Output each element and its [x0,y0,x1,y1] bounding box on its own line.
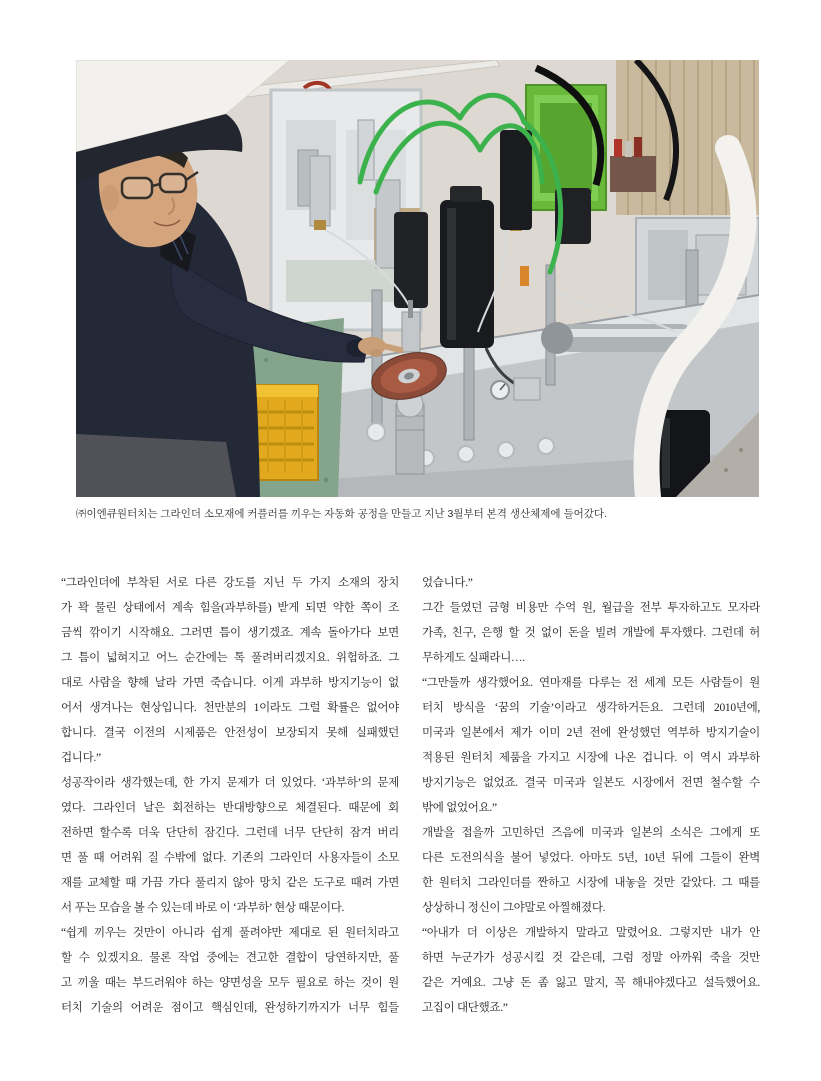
article-line: 성공작이라 생각했는데, 한 가지 문제가 더 있었다. ‘과부하’의 문제 [61,777,399,789]
article-line: 어서 생겨나는 현상입니다. 천만분의 1이라도 그럴 확률은 없어야 [61,702,399,714]
article-line: 고집이 대단했죠.” [422,1002,508,1014]
article-line: 하면 누군가가 성공시킬 것 같은데, 그럼 정말 아까워 죽을 것만 [422,952,760,964]
article-line: 였다. 그라인더 날은 회전하는 반대방향으로 체결된다. 때문에 회 [61,802,399,814]
article-line: 전하면 할수록 더욱 단단히 잠긴다. 그런데 너무 단단히 잠겨 버리 [61,827,399,839]
article-line: 밖에 없었어요.” [422,802,497,814]
article-line: 방지기능은 없었죠. 결국 미국과 일본도 시장에서 전면 철수할 수 [422,777,760,789]
article-line: 무하게도 실패라니…. [422,652,525,664]
article-line: 금씩 깎이기 시작해요. 그러면 틈이 생기겠죠. 계속 돌아가다 보면 [61,627,399,639]
photo-caption: ㈜이엔큐원터치는 그라인더 소모재에 커플러를 끼우는 자동화 공정을 만들고 지난 3월부터 본격 생산체제에 들어갔다. [76,508,607,520]
ear [101,185,119,211]
article-line: 었습니다.” [422,577,473,589]
article-line: 터치 방식을 ‘꿈의 기술’이라고 생각하거든요. 그런데 2010년에, [422,702,760,714]
yellow-crate [252,385,318,480]
article-photo [76,60,759,497]
article-line: 가족, 친구, 은행 할 것 없이 돈을 빌려 개발에 투자했다. 그런데 허 [422,627,760,639]
article-line: “아내가 더 이상은 개발하지 말라고 말렸어요. 그렇지만 내가 안 [422,927,760,939]
article-line: 재를 교체할 때 가끔 가다 풀리지 않아 망치 같은 도구로 때려 가면 [61,877,399,889]
article-line: 그간 들였던 금형 비용만 수억 원, 월급을 전부 투자하고도 모자라 [422,602,760,614]
article-line: 적용된 원터치 제품을 가지고 시장에 나온 겁니다. 이 역시 과부하 [422,752,760,764]
article-line: 서 푸는 모습을 볼 수 있는데 바로 이 ‘과부하’ 현상 때문이다. [61,902,345,914]
article-line: 고 끼울 때는 부드러워야 하는 양면성을 모두 필요로 하는 것이 원 [61,977,399,989]
factory-photo-illustration [76,60,759,497]
article-line: “그라인더에 부착된 서로 다른 강도를 지닌 두 가지 소재의 장치 [61,577,399,589]
article-line: 대로 사람을 향해 날라 가면 죽습니다. 이게 과부하 방지기능이 없 [61,677,399,689]
article-line: 같은 거예요. 그냥 돈 좀 잃고 말지, 꼭 해내야겠다고 설득했어요. [422,977,760,989]
trousers [76,434,236,497]
article-line: 겁니다.” [61,752,101,764]
pressure-gauge [491,378,540,400]
article-line: “쉽게 끼우는 것만이 아니라 쉽게 풀려야만 제대로 된 원터치라고 [61,927,399,939]
article-line: 미국과 일본에서 제가 이미 2년 전에 완성했던 역부하 방지기술이 [422,727,760,739]
article-line: 다른 도전의식을 불어 넣었다. 아마도 5년, 10년 뒤에 그들이 완벽 [422,852,760,864]
article-line: 가 꽉 물린 상태에서 계속 힘을(과부하를) 받게 되면 약한 쪽이 조 [61,602,399,614]
article-line: 터치 기술의 어려운 점이고 핵심인데, 완성하기까지가 너무 힘들 [61,1002,399,1014]
article-column-right [422,571,760,1021]
article-line: 합니다. 결국 이전의 시제품은 안전성이 보장되지 못해 실패했던 [61,727,399,739]
article-line: 상상하니 정신이 그야말로 아찔해졌다. [422,902,606,914]
article-line: “그만둘까 생각했어요. 연마재를 다루는 전 세계 모든 사람들이 원 [422,677,760,689]
article-line: 면 풀 때 어려워 질 수밖에 없다. 기존의 그라인더 사용자들이 소모 [61,852,399,864]
article-body [61,571,760,1021]
article-line: 개발을 접을까 고민하던 즈음에 미국과 일본의 소식은 그에게 또 [422,827,760,839]
article-line: 할 수 있겠지요. 물론 작업 중에는 견고한 결합이 당연하지만, 풀 [61,952,399,964]
article-column-left [61,571,399,1021]
article-line: 그 틈이 넓혀지고 어느 순간에는 톡 풀려버리겠지요. 위험하죠. 그 [61,652,399,664]
article-line: 한 원터치 그라인더를 짠하고 시장에 내놓을 것만 같았다. 그 때를 [422,877,760,889]
